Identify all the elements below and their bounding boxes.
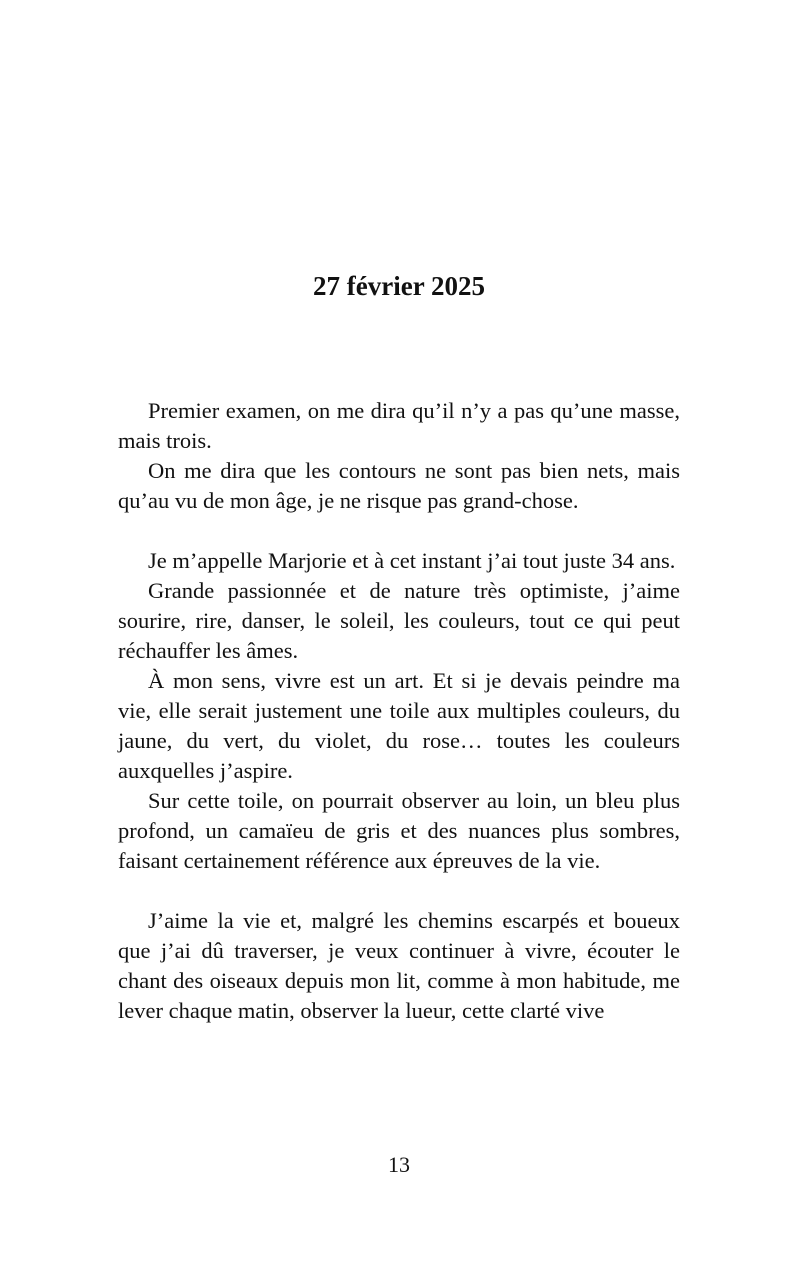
paragraph: Je m’appelle Marjorie et à cet instant j’ai tout juste 34 ans. bbox=[148, 548, 676, 573]
paragraph: Premier examen, on me dira qu’il n’y a pas qu’une masse, mais trois. bbox=[118, 398, 680, 453]
body-text bbox=[118, 396, 680, 1026]
paragraph: On me dira que les contours ne sont pas bien nets, mais qu’au vu de mon âge, je ne risque pas grand-chose. bbox=[118, 458, 680, 513]
chapter-title: 27 février 2025 bbox=[313, 271, 485, 301]
paragraph: J’aime la vie et, malgré les chemins escarpés et boueux que j’ai dû traverser, je veux continuer à vivre, écouter le chant des oiseaux depuis mon lit, comme à mon habitude, me lever chaque matin, observer la lueur, cette clarté vive bbox=[118, 908, 680, 1023]
paragraph: Sur cette toile, on pourrait observer au loin, un bleu plus profond, un camaïeu de gris et des nuances plus sombres, faisant certainement référence aux épreuves de la vie. bbox=[118, 788, 680, 873]
paragraph: Grande passionnée et de nature très optimiste, j’aime sourire, rire, danser, le soleil, les couleurs, tout ce qui peut réchauffer les âmes. bbox=[118, 578, 680, 663]
paragraph: À mon sens, vivre est un art. Et si je devais peindre ma vie, elle serait justement une toile aux multiples couleurs, du jaune, du vert, du violet, du rose… toutes les couleurs auxquelles j’aspire. bbox=[118, 668, 680, 783]
page-number: 13 bbox=[388, 1152, 410, 1177]
